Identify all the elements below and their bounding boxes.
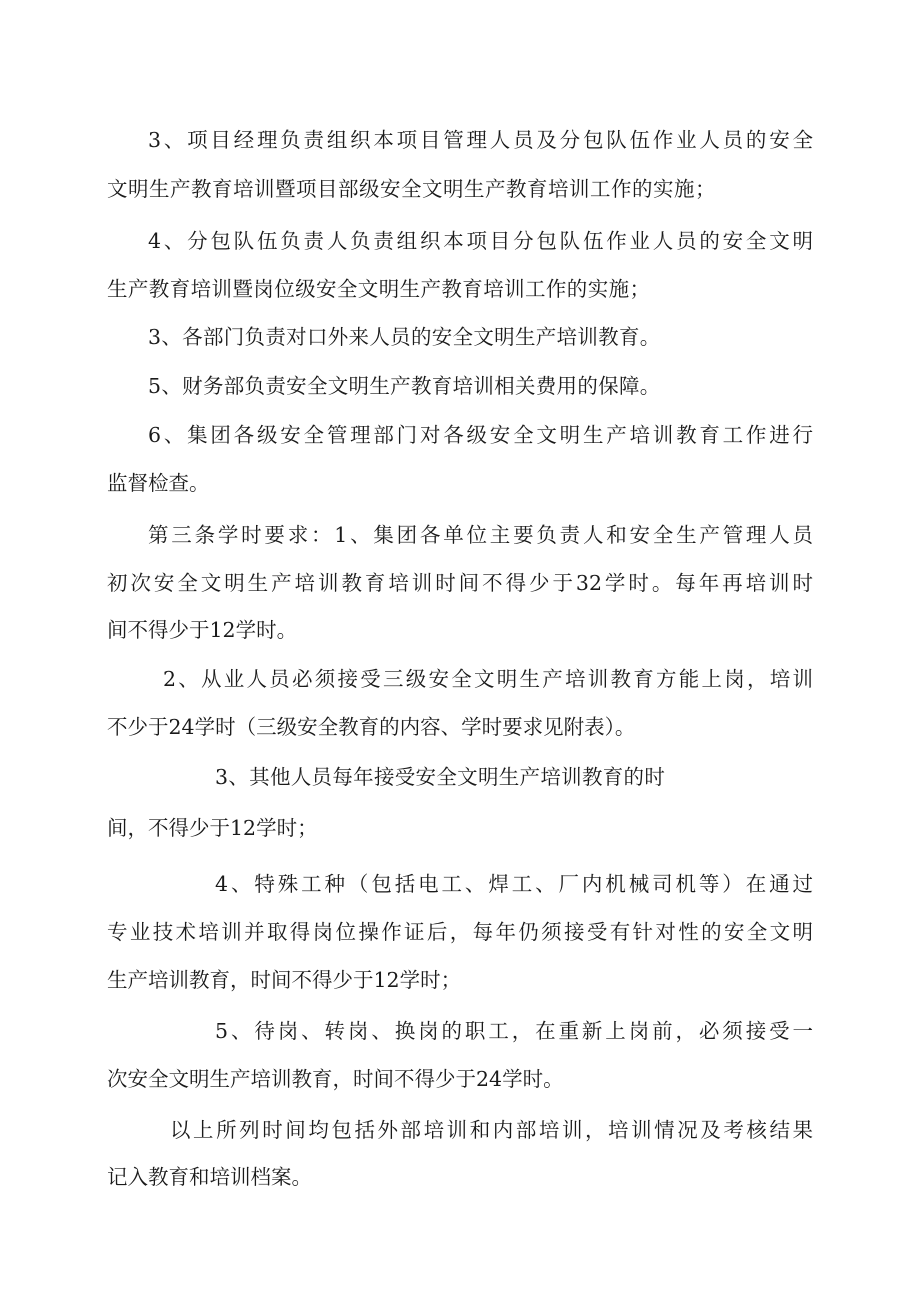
paragraph-6-line-2: 初次安全文明生产培训教育培训时间不得少于32学时。每年再培训时 [107,571,813,595]
paragraph-9-line-3: 生产培训教育，时间不得少于12学时； [107,968,462,992]
paragraph-10-line-2: 次安全文明生产培训教育，时间不得少于24学时。 [107,1067,564,1091]
paragraph-1-line-2: 文明生产教育培训暨项目部级安全文明生产教育培训工作的实施； [107,177,716,201]
paragraph-10-line-1: 5、待岗、转岗、换岗的职工，在重新上岗前，必须接受一 [215,1019,813,1043]
paragraph-7-line-2: 不少于24学时（三级安全教育的内容、学时要求见附表）。 [107,715,636,739]
paragraph-8-line-2: 间，不得少于12学时； [107,816,318,840]
paragraph-8-line-1: 3、其他人员每年接受安全文明生产培训教育的时 [215,765,666,789]
paragraph-2-line-1: 4、分包队伍负责人负责组织本项目分包队伍作业人员的安全文明 [148,229,813,253]
paragraph-6-line-1: 第三条学时要求：1、集团各单位主要负责人和安全生产管理人员 [148,523,813,547]
paragraph-9-line-2: 专业技术培训并取得岗位操作证后，每年仍须接受有针对性的安全文明 [107,920,813,944]
paragraph-11-line-1: 以上所列时间均包括外部培训和内部培训，培训情况及考核结果 [170,1118,813,1142]
paragraph-5-line-1: 6、集团各级安全管理部门对各级安全文明生产培训教育工作进行 [148,423,813,447]
paragraph-7-line-1: 2、从业人员必须接受三级安全文明生产培训教育方能上岗，培训 [163,667,813,691]
paragraph-11-line-2: 记入教育和培训档案。 [107,1165,312,1189]
paragraph-6-line-3: 间不得少于12学时。 [107,618,298,642]
paragraph-2-line-2: 生产教育培训暨岗位级安全文明生产教育培训工作的实施； [107,277,651,301]
paragraph-9-line-1: 4、特殊工种（包括电工、焊工、厂内机械司机等）在通过 [215,872,813,896]
paragraph-5-line-2: 监督检查。 [107,471,210,495]
paragraph-1-line-1: 3、项目经理负责组织本项目管理人员及分包队伍作业人员的安全 [148,128,813,152]
paragraph-3-line-1: 3、各部门负责对口外来人员的安全文明生产培训教育。 [148,325,661,349]
paragraph-4-line-1: 5、财务部负责安全文明生产教育培训相关费用的保障。 [148,374,661,398]
